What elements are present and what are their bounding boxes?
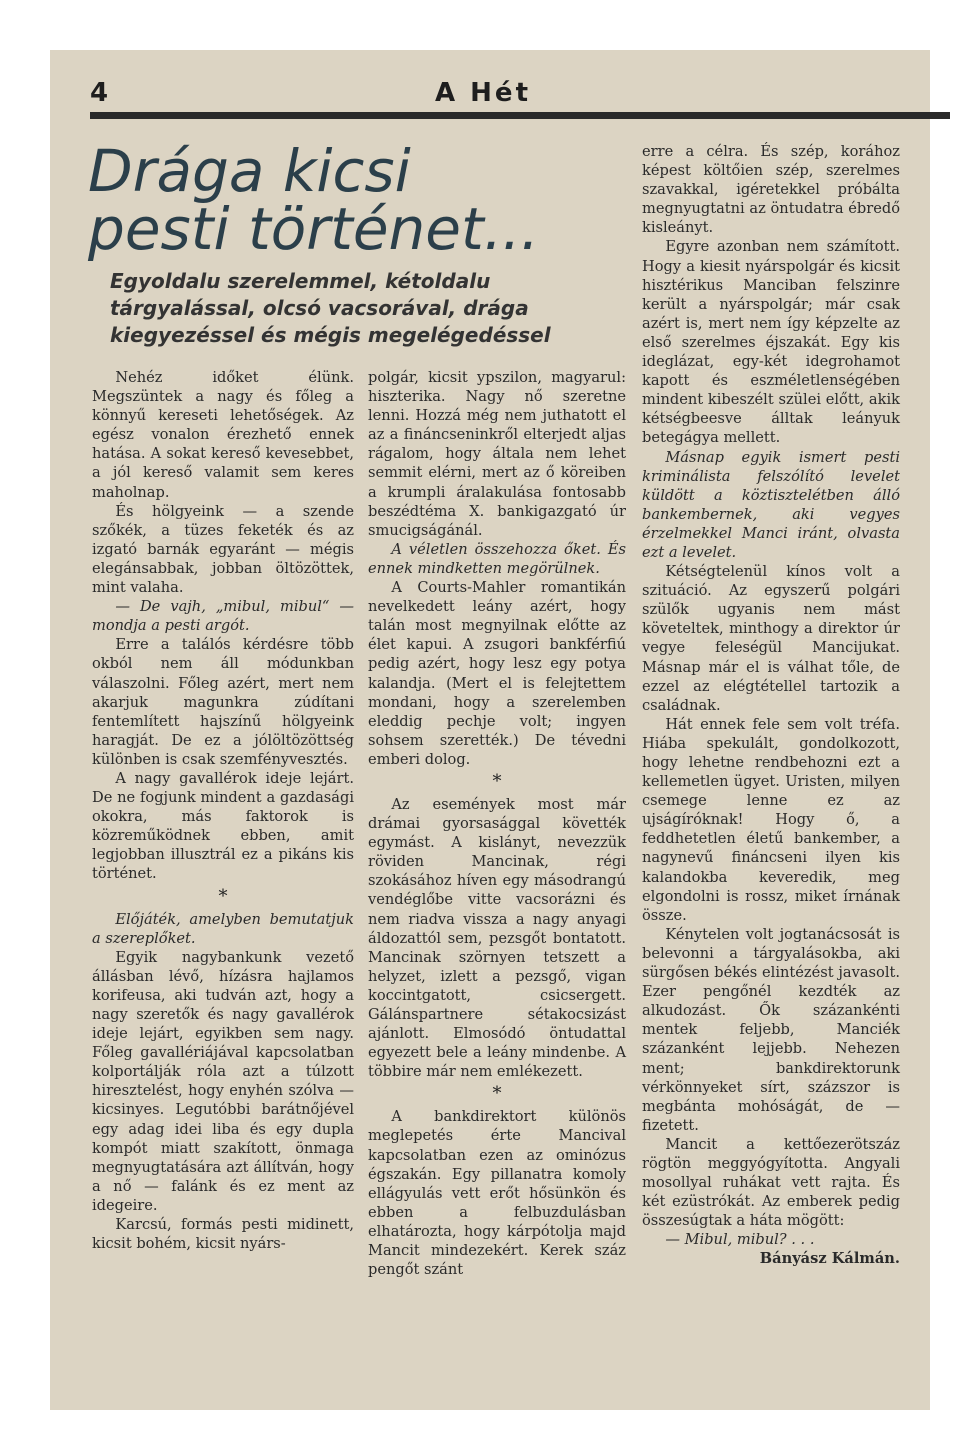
section-separator: *: [218, 885, 228, 907]
paragraph: A véletlen összehozza őket. És ennek mindketten megörülnek.: [368, 540, 626, 577]
article-column-2: [368, 368, 626, 1279]
paragraph: — De vajh, „mibul, mibul“ — mondja a pesti argót.: [92, 598, 354, 635]
paragraph: Hát ennek fele sem volt tréfa. Hiába spekulált, gondolkozott, hogy lehetne rendbehozni ezt a kellemetlen ügyet. Uristen, milyen csemege lenne ez az ujságíróknak! Hogy ő, a feddhetetlen életű bankember, a nagynevű fináncseni ilyen kis kalandokba keveredik, meg elgondolni is rossz, miket írnának össze.: [642, 715, 900, 924]
title-line-1: Drága kicsi: [88, 137, 411, 205]
paragraph: A nagy gavallérok ideje lejárt. De ne fogjunk mindent a gazdasági okokra, más faktorok is közreműködnek ebben, amit legjobban illusztrál ez a pikáns kis történet.: [92, 769, 354, 883]
header-rule: [90, 112, 950, 119]
author-signature: Bányász Kálmán.: [759, 1250, 900, 1268]
paragraph: Kénytelen volt jogtanácsosát is belevonni a tárgyalásokba, aki sürgősen békés elintézést javasolt. Ezer pengőnél kezdték az alkudozást. Ők százankénti mentek feljebb, Manciék százanként lejjebb. Nehezen ment; bankdirektorunk vérkönnyeket sírt, százszor is megbánta mohóságát, de — fizetett.: [642, 925, 900, 1134]
page-header: [90, 78, 950, 108]
paragraph: Erre a találós kérdésre több okból nem áll módunkban válaszolni. Főleg azért, mert nem akarjuk magunkra zúdítani fentemlített hajszínű hölgyeink haragját. De ez a jólöltözöttség különben is csak szemfényvesztés.: [92, 636, 354, 768]
paragraph: Kétségtelenül kínos volt a szituáció. Az egyszerű polgári szülők ugyanis nem mást követeltek, minthogy a direktor úr vegye feleségül Mancijukat. Másnap már el is válhat tőle, de ezzel az elégtétellel tartozik a családnak.: [642, 563, 900, 714]
paragraph: Nehéz időket élünk. Megszüntek a nagy és főleg a könnyű kereseti lehetőségek. Az egész vonalon érezhető ennek hatása. A sokat kereső kevesebbet, a jól kereső valamit sem keres maholnap.: [92, 369, 354, 501]
article-column-1: [92, 368, 354, 1253]
paragraph: A Courts-Mahler romantikán nevelkedett leány azért, hogy talán most megnyilnak előtte az élet kapui. A zsugori bankférfiú pedig azért, hogy lesz egy potya kalandja. (Mert el is felejtettem mondani, hogy a szerelemben eleddig pechje volt; ingyen sohsem szerették.) De tévedni emberi dolog.: [368, 579, 626, 768]
section-separator: *: [492, 770, 502, 792]
newspaper-name: A Hét: [435, 78, 531, 108]
paragraph: Az események most már drámai gyorsasággal követték egymást. A kislányt, nevezzük röviden Mancinak, régi szokásához híven egy másodrangú vendéglőbe vitte vacsorázni és nem riadva vissza a nagy anyagi áldozattól sem, pezsgőt bontatott. Mancinak szörnyen tetszett a helyzet, izlett a pezsgő, vigan koccintgatott, csicsergett. Gálánspartnere sétakocsizást ajánlott. Elmosódó öntudattal egyezett bele a leány mindenbe. A többire már nem emlékezett.: [368, 795, 626, 1081]
paragraph: polgár, kicsit ypszilon, magyarul: hiszterika. Nagy nő szeretne lenni. Hozzá még nem juthatott el az a fináncseninkről elterjedt aljas rágalom, hogy általa nem lehet semmit elérni, mert az ő köreiben a krumpli áralakulása fontosabb beszédtéma X. bankigazgató úr smucigságánál.: [368, 369, 626, 539]
article-column-3: [642, 142, 900, 1269]
article-title: [88, 137, 608, 263]
article-subtitle: Egyoldalu szerelemmel, kétoldalu tárgyalással, olcsó vacsorával, drága kiegyezéssel és mégis megelégedéssel: [110, 269, 551, 347]
paragraph: Egyre azonban nem számított. Hogy a kiesit nyárspolgár és kicsit hisztérikus Manciban felszinre került a nyárspolgár; már csak azért is, mert nem így képzelte az első szerelmes éjszakát. Egy kis ideglázat, egy-két idegrohamot kapott és eszméletlenségében mindent kibeszélt szülei előtt, akik kétségbeesve álltak leányuk betegágya mellett.: [642, 238, 900, 447]
paragraph: erre a célra. És szép, korához képest költőien szép, szerelmes szavakkal, igéretekkel próbálta megnyugtatni az öntudatra ébredő kisleányt.: [642, 143, 900, 237]
paragraph: És hölgyeink — a szende szőkék, a tüzes feketék és az izgató barnák egyaránt — mégis elegánsabbak, jobban öltözöttek, mint valaha.: [92, 502, 354, 597]
page-number: 4: [90, 78, 109, 108]
paragraph: — Mibul, mibul? . . .: [665, 1231, 815, 1249]
newspaper-page: [50, 50, 930, 1410]
paragraph: Karcsú, formás pesti midinett, kicsit bohém, kicsit nyárs-: [92, 1216, 354, 1253]
paragraph: Mancit a kettőezerötszáz rögtön meggyógyította. Angyali mosollyal ruhákat vett rajta. És két ezüstrókát. Az emberek pedig összesúgtak a háta mögött:: [642, 1135, 900, 1230]
paragraph: Egyik nagybankunk vezető állásban lévő, hízásra hajlamos korifeusa, aki tudván azt, hogy a nagy szeretők és nagy gavallérok ideje lejárt, egyikben sem nagy. Főleg gavallériájával kapcsolatban kolportálják róla azt a túlzott hiresztelést, hogy enyhén szólva — kicsinyes. Legutóbbi barátnőjével egy adag idei liba és egy dupla kompót miatt szakított, önmaga megnyugtatására azt állítván, hogy a nő — falánk és ez ment az idegeire.: [92, 948, 354, 1214]
paragraph: Előjáték, amelyben bemutatjuk a szereplőket.: [92, 910, 354, 947]
paragraph: A bankdirektort különös meglepetés érte Mancival kapcsolatban ezen az ominózus égszakán. Egy pillanatra komoly ellágyulás vett erőt hősünkön és ebben a felbuzdulásban elhatározta, hogy kárpótolja majd Mancit mindezekért. Kerek száz pengőt szánt: [368, 1108, 626, 1279]
section-separator: *: [492, 1083, 502, 1105]
title-line-2: pesti történet...: [88, 195, 540, 263]
paragraph: Másnap egyik ismert pesti kriminálista felszólító levelet küldött a köztisztelétben álló bankembernek, aki vegyes érzelmekkel Manci iránt, olvasta ezt a levelet.: [642, 448, 900, 561]
